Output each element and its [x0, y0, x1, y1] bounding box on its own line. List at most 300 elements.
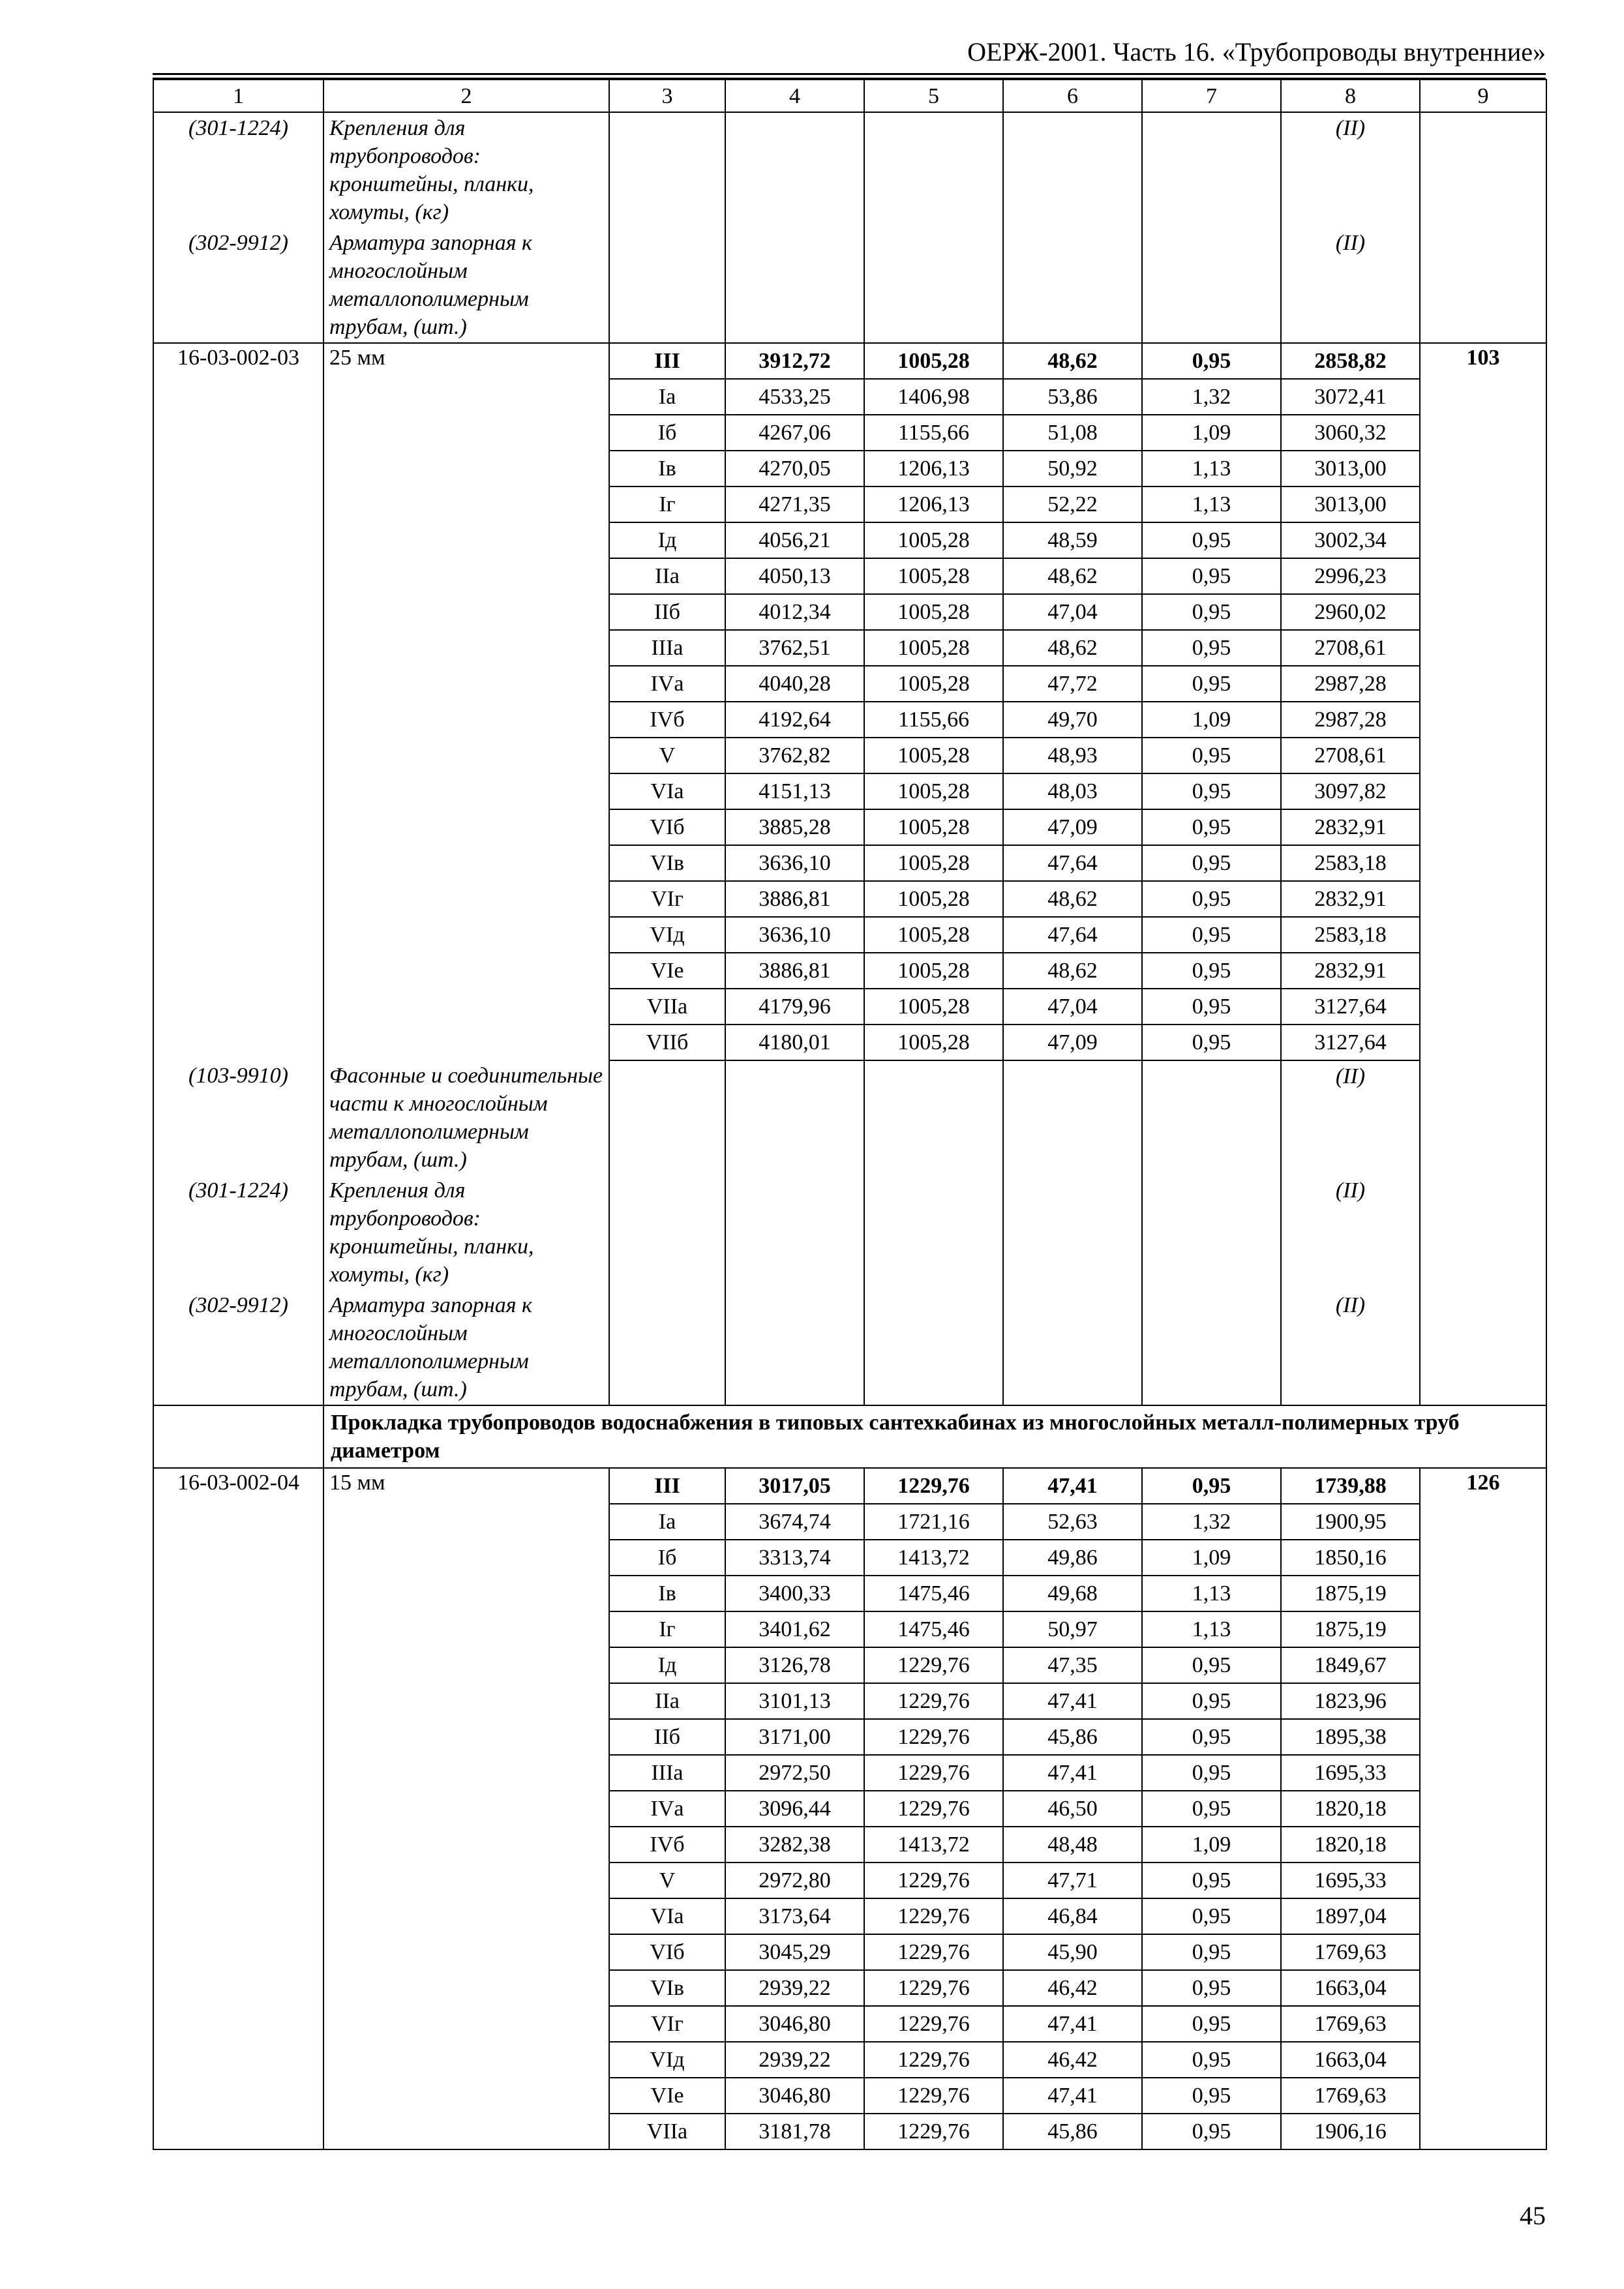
wages: 1229,76 [864, 1719, 1003, 1755]
empty-cell [1003, 1060, 1142, 1175]
empty-cell [1003, 1175, 1142, 1290]
zone-code: Iв [609, 1576, 725, 1611]
header-rule [153, 73, 1546, 75]
position-code [153, 917, 323, 953]
position-name [323, 666, 609, 702]
labor-hours [1420, 1898, 1546, 1934]
page-number: 45 [1520, 2201, 1546, 2230]
wages: 1229,76 [864, 1898, 1003, 1934]
machines: 48,62 [1003, 953, 1142, 989]
empty-cell [609, 112, 725, 228]
wages: 1005,28 [864, 738, 1003, 773]
table-row [153, 1683, 1546, 1719]
wages: 1229,76 [864, 1468, 1003, 1504]
total-cost: 3674,74 [725, 1504, 864, 1540]
materials: 3127,64 [1281, 989, 1420, 1025]
wages: 1005,28 [864, 630, 1003, 666]
table-row [153, 486, 1546, 522]
table-row [153, 415, 1546, 451]
position-name [323, 1611, 609, 1647]
position-code [153, 2006, 323, 2042]
total-cost: 2939,22 [725, 1970, 864, 2006]
machines: 47,09 [1003, 809, 1142, 845]
resource-row [153, 228, 1546, 343]
machinist-wages: 0,95 [1142, 989, 1281, 1025]
resource-row [153, 112, 1546, 228]
wages: 1005,28 [864, 917, 1003, 953]
machinist-wages: 0,95 [1142, 1468, 1281, 1504]
machines: 48,62 [1003, 881, 1142, 917]
table-row [153, 738, 1546, 773]
zone-code: IIб [609, 1719, 725, 1755]
machinist-wages: 0,95 [1142, 2114, 1281, 2149]
wages: 1005,28 [864, 953, 1003, 989]
zone-code: IVб [609, 702, 725, 738]
empty-cell [1420, 228, 1546, 343]
column-number-row [153, 80, 1546, 112]
labor-hours [1420, 379, 1546, 415]
labor-hours [1420, 2006, 1546, 2042]
empty-cell [609, 228, 725, 343]
table-row [153, 1504, 1546, 1540]
total-cost: 4151,13 [725, 773, 864, 809]
resource-code: (302-9912) [153, 1290, 323, 1405]
zone-code: VIе [609, 953, 725, 989]
zone-code: VIе [609, 2078, 725, 2114]
table-row [153, 343, 1546, 379]
position-code [153, 738, 323, 773]
resource-mark: (II) [1281, 112, 1420, 228]
labor-hours [1420, 1755, 1546, 1791]
table-row [153, 594, 1546, 630]
total-cost: 4012,34 [725, 594, 864, 630]
materials: 1895,38 [1281, 1719, 1420, 1755]
resource-row [153, 1175, 1546, 1290]
zone-code: VIIа [609, 2114, 725, 2149]
machines: 47,64 [1003, 845, 1142, 881]
total-cost: 4270,05 [725, 451, 864, 486]
total-cost: 4267,06 [725, 415, 864, 451]
machines: 48,62 [1003, 558, 1142, 594]
column-number: 8 [1281, 80, 1420, 112]
position-name [323, 809, 609, 845]
empty-cell [725, 1290, 864, 1405]
table-row [153, 451, 1546, 486]
position-name [323, 1576, 609, 1611]
zone-code: IIб [609, 594, 725, 630]
total-cost: 4180,01 [725, 1025, 864, 1060]
empty-cell [1142, 1290, 1281, 1405]
empty-cell [1003, 1290, 1142, 1405]
zone-code: Iд [609, 1647, 725, 1683]
labor-hours [1420, 702, 1546, 738]
labor-hours [1420, 1719, 1546, 1755]
table-row [153, 1863, 1546, 1898]
machines: 48,59 [1003, 522, 1142, 558]
total-cost: 3045,29 [725, 1934, 864, 1970]
materials: 1695,33 [1281, 1755, 1420, 1791]
zone-code: IIIа [609, 630, 725, 666]
labor-hours [1420, 486, 1546, 522]
labor-hours: 103 [1420, 343, 1546, 379]
machines: 47,41 [1003, 2006, 1142, 2042]
materials: 1875,19 [1281, 1611, 1420, 1647]
position-name [323, 738, 609, 773]
labor-hours [1420, 666, 1546, 702]
table-row [153, 2006, 1546, 2042]
wages: 1005,28 [864, 881, 1003, 917]
machinist-wages: 0,95 [1142, 1719, 1281, 1755]
table-row [153, 1755, 1546, 1791]
column-number: 1 [153, 80, 323, 112]
total-cost: 4040,28 [725, 666, 864, 702]
machines: 46,42 [1003, 2042, 1142, 2078]
machinist-wages: 0,95 [1142, 1934, 1281, 1970]
total-cost: 3017,05 [725, 1468, 864, 1504]
machines: 47,72 [1003, 666, 1142, 702]
position-code [153, 953, 323, 989]
wages: 1005,28 [864, 845, 1003, 881]
wages: 1721,16 [864, 1504, 1003, 1540]
labor-hours [1420, 881, 1546, 917]
zone-code: VIIа [609, 989, 725, 1025]
position-code [153, 1755, 323, 1791]
machinist-wages: 0,95 [1142, 1647, 1281, 1683]
position-code [153, 558, 323, 594]
labor-hours [1420, 1576, 1546, 1611]
wages: 1005,28 [864, 773, 1003, 809]
labor-hours [1420, 1791, 1546, 1827]
total-cost: 3101,13 [725, 1683, 864, 1719]
machines: 52,22 [1003, 486, 1142, 522]
position-name [323, 1934, 609, 1970]
materials: 3013,00 [1281, 451, 1420, 486]
materials: 1820,18 [1281, 1827, 1420, 1863]
labor-hours [1420, 2042, 1546, 2078]
total-cost: 3886,81 [725, 881, 864, 917]
materials: 1849,67 [1281, 1647, 1420, 1683]
machines: 53,86 [1003, 379, 1142, 415]
table-row [153, 1576, 1546, 1611]
position-name [323, 1647, 609, 1683]
empty-cell [864, 112, 1003, 228]
empty-cell [1420, 1060, 1546, 1175]
materials: 3013,00 [1281, 486, 1420, 522]
position-code: 16-03-002-04 [153, 1468, 323, 1504]
machines: 47,41 [1003, 1468, 1142, 1504]
total-cost: 3886,81 [725, 953, 864, 989]
zone-code: VIIб [609, 1025, 725, 1060]
position-code [153, 1863, 323, 1898]
labor-hours [1420, 630, 1546, 666]
section-row [153, 1405, 1546, 1468]
column-number: 5 [864, 80, 1003, 112]
empty-cell [725, 1060, 864, 1175]
position-name [323, 881, 609, 917]
position-code [153, 379, 323, 415]
machines: 47,35 [1003, 1647, 1142, 1683]
machines: 47,09 [1003, 1025, 1142, 1060]
materials: 1875,19 [1281, 1576, 1420, 1611]
resource-code: (103-9910) [153, 1060, 323, 1175]
position-code [153, 845, 323, 881]
labor-hours: 126 [1420, 1468, 1546, 1504]
position-name [323, 2042, 609, 2078]
position-name [323, 1863, 609, 1898]
zone-code: III [609, 1468, 725, 1504]
machinist-wages: 0,95 [1142, 1863, 1281, 1898]
position-code [153, 630, 323, 666]
table-row [153, 1934, 1546, 1970]
labor-hours [1420, 2078, 1546, 2114]
zone-code: Iа [609, 1504, 725, 1540]
machinist-wages: 0,95 [1142, 1970, 1281, 2006]
machines: 50,92 [1003, 451, 1142, 486]
materials: 1663,04 [1281, 1970, 1420, 2006]
position-name [323, 594, 609, 630]
total-cost: 3762,51 [725, 630, 864, 666]
position-code [153, 1025, 323, 1060]
zone-code: IIIа [609, 1755, 725, 1791]
total-cost: 2972,50 [725, 1755, 864, 1791]
labor-hours [1420, 1611, 1546, 1647]
machines: 48,48 [1003, 1827, 1142, 1863]
position-code [153, 989, 323, 1025]
total-cost: 4192,64 [725, 702, 864, 738]
position-code [153, 486, 323, 522]
machinist-wages: 0,95 [1142, 522, 1281, 558]
labor-hours [1420, 1540, 1546, 1576]
machinist-wages: 0,95 [1142, 917, 1281, 953]
position-code [153, 666, 323, 702]
labor-hours [1420, 2114, 1546, 2149]
zone-code: III [609, 343, 725, 379]
total-cost: 3636,10 [725, 845, 864, 881]
zone-code: VIб [609, 809, 725, 845]
table-row [153, 2042, 1546, 2078]
resource-code: (302-9912) [153, 228, 323, 343]
position-name [323, 379, 609, 415]
position-code [153, 451, 323, 486]
materials: 1850,16 [1281, 1540, 1420, 1576]
materials: 1906,16 [1281, 2114, 1420, 2149]
wages: 1005,28 [864, 558, 1003, 594]
zone-code: Iг [609, 486, 725, 522]
table-row [153, 522, 1546, 558]
labor-hours [1420, 1970, 1546, 2006]
machinist-wages: 0,95 [1142, 1755, 1281, 1791]
materials: 2708,61 [1281, 738, 1420, 773]
machines: 52,63 [1003, 1504, 1142, 1540]
empty-cell [864, 1060, 1003, 1175]
zone-code: IVб [609, 1827, 725, 1863]
machinist-wages: 0,95 [1142, 1683, 1281, 1719]
zone-code: VIв [609, 845, 725, 881]
total-cost: 3181,78 [725, 2114, 864, 2149]
machines: 46,42 [1003, 1970, 1142, 2006]
position-name [323, 1827, 609, 1863]
machines: 48,93 [1003, 738, 1142, 773]
empty-cell [1420, 1175, 1546, 1290]
materials: 1695,33 [1281, 1863, 1420, 1898]
wages: 1229,76 [864, 2078, 1003, 2114]
labor-hours [1420, 594, 1546, 630]
position-code [153, 594, 323, 630]
materials: 1897,04 [1281, 1898, 1420, 1934]
materials: 2583,18 [1281, 845, 1420, 881]
zone-code: VIа [609, 773, 725, 809]
total-cost: 3046,80 [725, 2006, 864, 2042]
table-row [153, 809, 1546, 845]
wages: 1475,46 [864, 1576, 1003, 1611]
resource-code: (301-1224) [153, 112, 323, 228]
wages: 1229,76 [864, 1791, 1003, 1827]
position-code [153, 2042, 323, 2078]
materials: 2583,18 [1281, 917, 1420, 953]
materials: 3072,41 [1281, 379, 1420, 415]
position-code [153, 1576, 323, 1611]
resource-row [153, 1060, 1546, 1175]
total-cost: 4050,13 [725, 558, 864, 594]
total-cost: 3912,72 [725, 343, 864, 379]
labor-hours [1420, 1827, 1546, 1863]
zone-code: IIа [609, 558, 725, 594]
labor-hours [1420, 1647, 1546, 1683]
position-code [153, 809, 323, 845]
position-code [153, 1504, 323, 1540]
position-code [153, 522, 323, 558]
position-code [153, 1791, 323, 1827]
resource-mark: (II) [1281, 1060, 1420, 1175]
table-row [153, 1611, 1546, 1647]
machinist-wages: 0,95 [1142, 666, 1281, 702]
resource-name: Крепления для трубопроводов: кронштейны, планки, хомуты, (кг) [323, 112, 609, 228]
column-number: 2 [323, 80, 609, 112]
zone-code: VIб [609, 1934, 725, 1970]
table-row [153, 2114, 1546, 2149]
zone-code: IIа [609, 1683, 725, 1719]
labor-hours [1420, 1934, 1546, 1970]
machines: 48,62 [1003, 343, 1142, 379]
machinist-wages: 0,95 [1142, 773, 1281, 809]
machines: 45,90 [1003, 1934, 1142, 1970]
machinist-wages: 0,95 [1142, 1025, 1281, 1060]
total-cost: 3173,64 [725, 1898, 864, 1934]
materials: 1769,63 [1281, 2006, 1420, 2042]
wages: 1206,13 [864, 451, 1003, 486]
machines: 45,86 [1003, 1719, 1142, 1755]
empty-cell [609, 1060, 725, 1175]
machines: 48,62 [1003, 630, 1142, 666]
materials: 1900,95 [1281, 1504, 1420, 1540]
wages: 1155,66 [864, 415, 1003, 451]
zone-code: Iб [609, 1540, 725, 1576]
machines: 47,71 [1003, 1863, 1142, 1898]
position-name: 25 мм [323, 343, 609, 379]
position-name [323, 2114, 609, 2149]
labor-hours [1420, 1025, 1546, 1060]
machinist-wages: 1,32 [1142, 379, 1281, 415]
column-number: 6 [1003, 80, 1142, 112]
materials: 2960,02 [1281, 594, 1420, 630]
total-cost: 3636,10 [725, 917, 864, 953]
empty-cell [725, 228, 864, 343]
table-row [153, 881, 1546, 917]
wages: 1229,76 [864, 1647, 1003, 1683]
position-name [323, 522, 609, 558]
position-code [153, 773, 323, 809]
table-row [153, 1540, 1546, 1576]
position-name [323, 989, 609, 1025]
position-name [323, 773, 609, 809]
materials: 2832,91 [1281, 881, 1420, 917]
wages: 1229,76 [864, 1970, 1003, 2006]
empty-cell [153, 1405, 323, 1468]
machinist-wages: 1,09 [1142, 702, 1281, 738]
wages: 1229,76 [864, 2006, 1003, 2042]
machinist-wages: 1,09 [1142, 1540, 1281, 1576]
position-name [323, 845, 609, 881]
empty-cell [1003, 228, 1142, 343]
column-number: 7 [1142, 80, 1281, 112]
machines: 49,86 [1003, 1540, 1142, 1576]
position-name: 15 мм [323, 1468, 609, 1504]
machines: 50,97 [1003, 1611, 1142, 1647]
position-name [323, 1683, 609, 1719]
table-row [153, 845, 1546, 881]
empty-cell [864, 1290, 1003, 1405]
wages: 1155,66 [864, 702, 1003, 738]
total-cost: 3126,78 [725, 1647, 864, 1683]
empty-cell [1142, 1060, 1281, 1175]
position-name [323, 917, 609, 953]
machines: 48,03 [1003, 773, 1142, 809]
total-cost: 3313,74 [725, 1540, 864, 1576]
machinist-wages: 0,95 [1142, 2042, 1281, 2078]
table-row [153, 702, 1546, 738]
machinist-wages: 0,95 [1142, 558, 1281, 594]
position-name [323, 1755, 609, 1791]
table-row [153, 379, 1546, 415]
resource-name: Арматура запорная к многослойным металлополимерным трубам, (шт.) [323, 1290, 609, 1405]
labor-hours [1420, 522, 1546, 558]
position-name [323, 702, 609, 738]
machines: 49,68 [1003, 1576, 1142, 1611]
labor-hours [1420, 953, 1546, 989]
position-code [153, 1719, 323, 1755]
machines: 47,04 [1003, 989, 1142, 1025]
labor-hours [1420, 1863, 1546, 1898]
resource-name: Фасонные и соединительные части к многослойным металлополимерным трубам, (шт.) [323, 1060, 609, 1175]
wages: 1005,28 [864, 522, 1003, 558]
wages: 1206,13 [864, 486, 1003, 522]
wages: 1005,28 [864, 989, 1003, 1025]
resource-name: Арматура запорная к многослойным металлополимерным трубам, (шт.) [323, 228, 609, 343]
position-code [153, 702, 323, 738]
machines: 47,41 [1003, 1683, 1142, 1719]
machines: 47,64 [1003, 917, 1142, 953]
machines: 46,84 [1003, 1898, 1142, 1934]
machinist-wages: 0,95 [1142, 1791, 1281, 1827]
table-row [153, 773, 1546, 809]
machinist-wages: 1,09 [1142, 1827, 1281, 1863]
table-row [153, 1468, 1546, 1504]
zone-code: Iб [609, 415, 725, 451]
materials: 2832,91 [1281, 809, 1420, 845]
machinist-wages: 1,13 [1142, 486, 1281, 522]
wages: 1413,72 [864, 1540, 1003, 1576]
machines: 46,50 [1003, 1791, 1142, 1827]
